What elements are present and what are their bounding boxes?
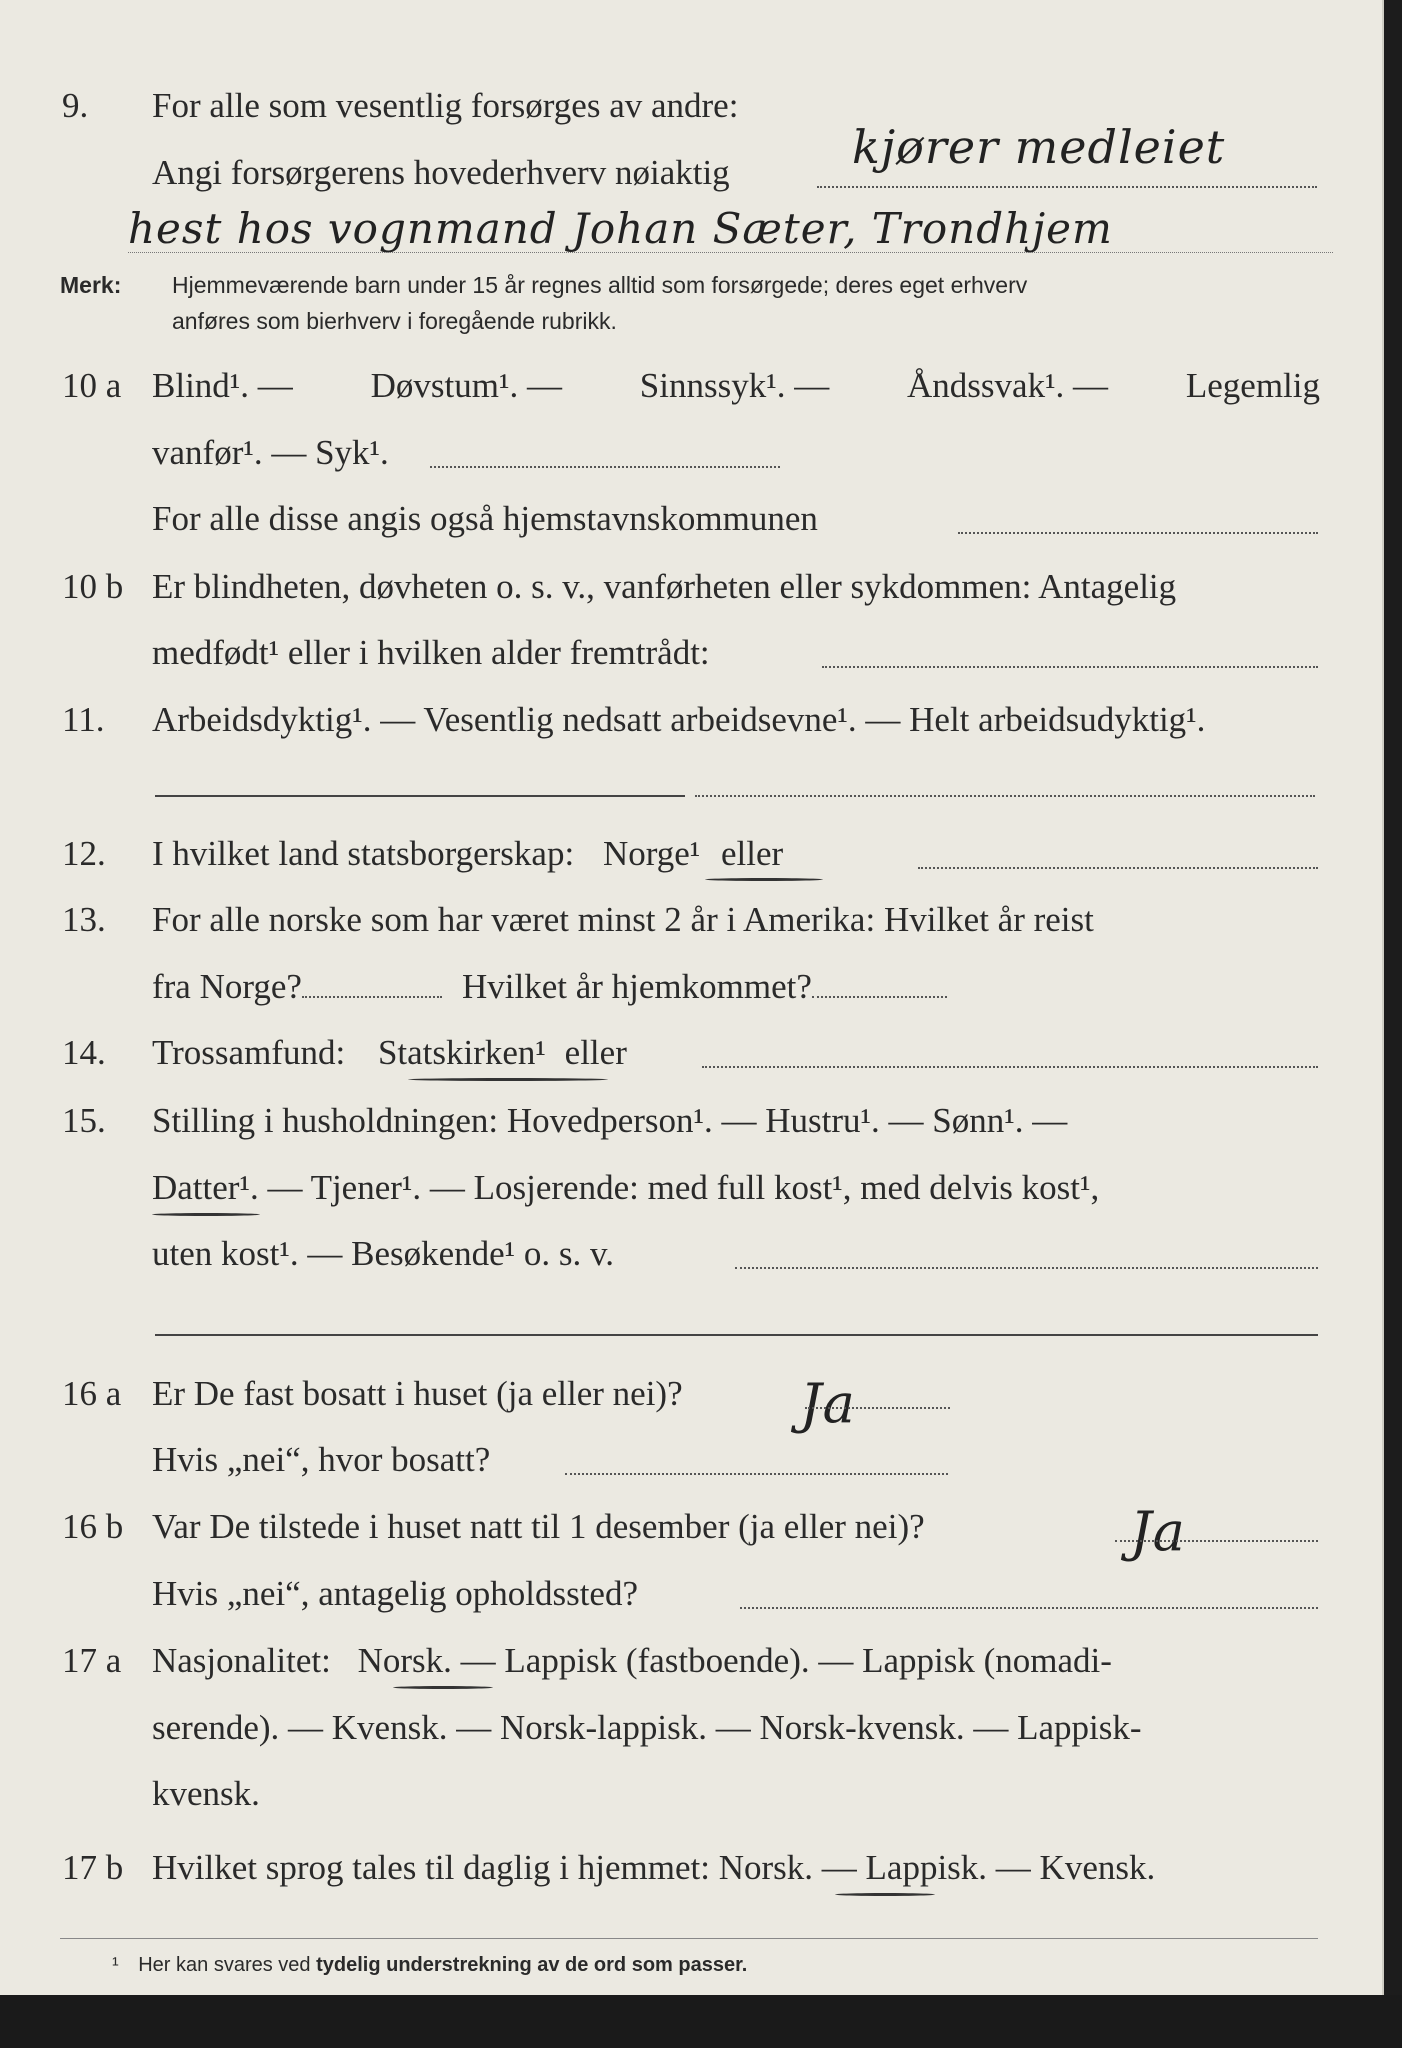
question-text [152, 1846, 1155, 1890]
question-text: serende). — Kvensk. — Norsk-lappisk. — Norsk-kvensk. — Lappisk- [152, 1708, 1142, 1747]
question-number: 14. [62, 1033, 106, 1072]
answer-underline [393, 1686, 493, 1689]
question-number: 16 a [62, 1374, 122, 1413]
handwritten-answer-occupation: kjører medleiet [852, 120, 1226, 174]
option-sinnssyk: Sinnssyk¹. — [639, 366, 830, 405]
question-text: kvensk. [152, 1774, 260, 1813]
question-text: uten kost¹. — Besøkende¹ o. s. v. [152, 1234, 615, 1273]
question-number: 10 b [62, 567, 124, 606]
question-number: 16 b [62, 1507, 124, 1546]
selected-option-norge: Norge¹ [602, 834, 701, 873]
question-number: 9. [62, 86, 89, 125]
question-text: medfødt¹ eller i hvilken alder fremtrådt: [152, 633, 710, 672]
question-text [152, 832, 783, 876]
question-text: Arbeidsdyktig¹. — Vesentlig nedsatt arbeidsevne¹. — Helt arbeidsudyktig¹. [152, 700, 1206, 739]
answer-line [735, 1267, 1318, 1269]
question-text: Hvis „nei“, hvor bosatt? [152, 1440, 491, 1479]
answer-line [695, 795, 1315, 797]
question-text: Hvis „nei“, antagelig opholdssted? [152, 1574, 638, 1613]
answer-underline [152, 1213, 260, 1216]
question-options [152, 364, 1320, 408]
answer-line [918, 867, 1318, 869]
question-label: eller [721, 834, 784, 873]
question-text [152, 1031, 627, 1075]
selected-option-datter: Datter¹. [152, 1168, 259, 1207]
question-text: Er blindheten, døvheten o. s. v., vanførheten eller sykdommen: Antagelig [152, 567, 1177, 606]
footnote-divider [60, 1938, 1318, 1939]
answer-line [1115, 1540, 1318, 1542]
question-text: Angi forsørgerens hovederhverv nøiaktig [152, 153, 730, 192]
answer-underline [835, 1893, 935, 1896]
question-label: fra Norge? [152, 967, 302, 1006]
question-text [152, 965, 947, 1009]
selected-option-norsk: Norsk. [718, 1848, 814, 1887]
question-text [152, 1639, 1112, 1683]
answer-line [128, 252, 1333, 253]
answer-line [430, 466, 780, 468]
answer-underline [705, 878, 823, 881]
footnote-text: Her kan svares ved [138, 1954, 311, 1976]
question-label: — Tjener¹. — Losjerende: med full kost¹, med delvis kost¹, [267, 1168, 1100, 1207]
question-text: Var De tilstede i huset natt til 1 desember (ja eller nei)? [152, 1507, 925, 1546]
question-label: Hvilket år hjemkommet? [461, 967, 812, 1006]
question-label: Trossamfund: [152, 1033, 346, 1072]
note-text: anføres som bierhverv i foregående rubrikk. [172, 308, 617, 334]
answer-line [822, 666, 1318, 668]
option-dovstum: Døvstum¹. — [370, 366, 562, 405]
question-text: For alle som vesentlig forsørges av andre: [152, 86, 739, 125]
question-number: 10 a [62, 366, 122, 405]
question-number: 17 b [62, 1848, 124, 1887]
answer-underline [408, 1078, 608, 1081]
question-number: 12. [62, 834, 106, 873]
question-label: — Lappisk (fastboende). — Lappisk (nomadi- [460, 1641, 1112, 1680]
answer-line [817, 186, 1317, 188]
scan-border [0, 1995, 1402, 2048]
footnote [112, 1954, 747, 1977]
answer-line [155, 1334, 1318, 1336]
question-text: vanfør¹. — Syk¹. [152, 433, 389, 472]
question-text: For alle norske som har været minst 2 år i Amerika: Hvilket år reist [152, 900, 1094, 939]
answer-line [805, 1407, 950, 1409]
question-text: Er De fast bosatt i huset (ja eller nei)? [152, 1374, 683, 1413]
handwritten-answer-ja: Ja [800, 1372, 856, 1435]
note-label: Merk: [60, 272, 122, 298]
footnote-mark: ¹ [112, 1954, 119, 1976]
handwritten-answer-employer: hest hos vognmand Johan Sæter, Trondhjem [128, 204, 1113, 253]
question-number: 11. [62, 700, 105, 739]
option-legemlig: Legemlig [1185, 366, 1320, 405]
question-label: Hvilket sprog tales til daglig i hjemmet: [152, 1848, 710, 1887]
note-text: Hjemmeværende barn under 15 år regnes alltid som forsørgede; deres eget erhverv [172, 272, 1028, 298]
option-blind: Blind¹. — [152, 366, 293, 405]
option-andssvak: Åndssvak¹. — [907, 366, 1109, 405]
question-number: 13. [62, 900, 106, 939]
selected-option-statskirken: Statskirken¹ [377, 1033, 546, 1072]
question-label: eller [564, 1033, 627, 1072]
answer-line [958, 532, 1318, 534]
question-label: Nasjonalitet: [152, 1641, 331, 1680]
question-number: 17 a [62, 1641, 122, 1680]
question-label: I hvilket land statsborgerskap: [152, 834, 575, 873]
question-text: For alle disse angis også hjemstavnskommunen [152, 499, 818, 538]
answer-line [812, 995, 947, 998]
question-text [152, 1166, 1099, 1210]
answer-line [155, 795, 685, 797]
handwritten-answer-ja: Ja [1130, 1500, 1186, 1563]
answer-line [702, 1066, 1318, 1068]
question-number: 15. [62, 1101, 106, 1140]
footnote-emphasis: tydelig understrekning av de ord som passer. [316, 1954, 748, 1976]
answer-line [565, 1473, 948, 1475]
answer-line [740, 1607, 1318, 1609]
question-label: — Lappisk. — Kvensk. [821, 1848, 1156, 1887]
question-text: Stilling i husholdningen: Hovedperson¹. — Hustru¹. — Sønn¹. — [152, 1101, 1068, 1140]
selected-option-norsk: Norsk. [357, 1641, 452, 1680]
answer-line [302, 995, 442, 998]
